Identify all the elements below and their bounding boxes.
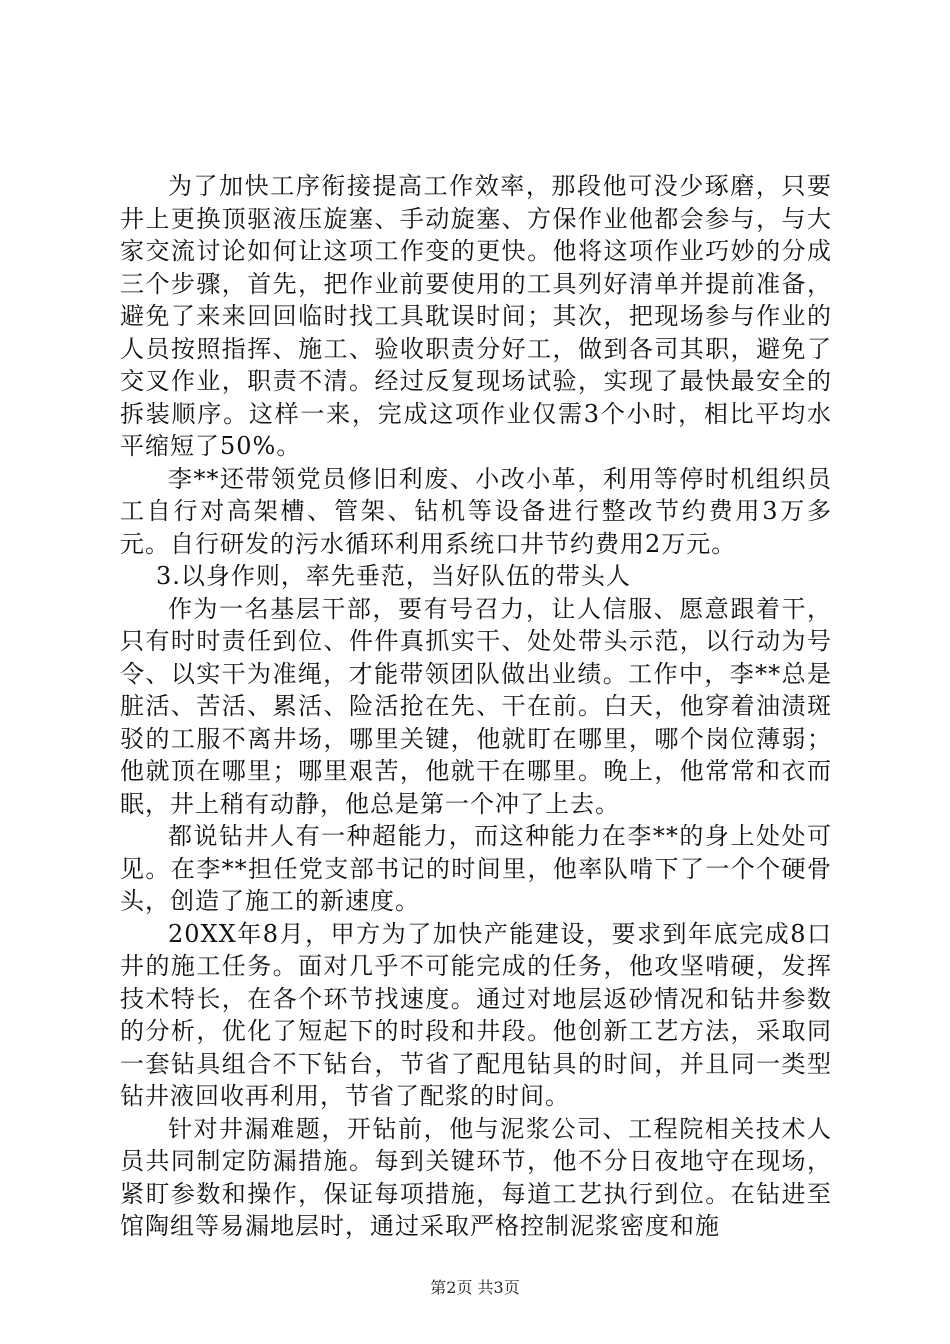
paragraph-process-efficiency: 为了加快工序衔接提高工作效率，那段他可没少琢磨，只要井上更换顶驱液压旋塞、手动旋塞、方保作业他都会参与，与大家交流讨论如何让这项工作变的更快。他将这项作业巧妙的分成三个步骤，首先，把作业前要使用的工具列好清单并提前准备，避免了来来回回临时找工具耽误时间；其次，把现场参与作业的人员按照指挥、施工、验收职责分好工，做到各司其职，避免了交叉作业，职责不清。经过反复现场试验，实现了最快最安全的拆装顺序。这样一来，完成这项作业仅需3个小时，相比平均水平缩短了50%。 — [120, 172, 832, 460]
document-body — [120, 170, 832, 1243]
paragraph-production-task: 20XX年8月，甲方为了加快产能建设，要求到年底完成8口井的施工任务。面对几乎不可能完成的任务，他攻坚啃硬，发挥技术特长，在各个环节找速度。通过对地层返砂情况和钻井参数的分析，优化了短起下的时段和井段。他创新工艺方法，采取同一套钻具组合不下钻台，节省了配甩钻具的时间，并且同一类型钻井液回收再利用，节省了配浆的时间。 — [120, 919, 832, 1110]
paragraph-lost-circulation: 针对井漏难题，开钻前，他与泥浆公司、工程院相关技术人员共同制定防漏措施。每到关键环节，他不分日夜地守在现场，紧盯参数和操作，保证每项措施，每道工艺执行到位。在钻进至馆陶组等易漏地层时，通过采取严格控制泥浆密度和施 — [120, 1114, 832, 1240]
paragraph-equipment-savings: 李**还带领党员修旧利废、小改小革，利用等停时机组织员工自行对高架槽、管架、钻机等设备进行整改节约费用3万多元。自行研发的污水循环利用系统口井节约费用2万元。 — [120, 464, 832, 558]
page-number-footer: 第2页 共3页 — [430, 1278, 520, 1297]
paragraph-grassroots-leader: 作为一名基层干部，要有号召力，让人信服、愿意跟着干，只有时时责任到位、件件真抓实干、处处带头示范，以行动为号令、以实干为准绳，才能带领团队做出业绩。工作中，李**总是脏活、苦活、累活、险活抢在先、干在前。白天，他穿着油渍斑驳的工服不离井场，哪里关键，他就盯在哪里，哪个岗位薄弱；他就顶在哪里；哪里艰苦，他就干在哪里。晚上，他常常和衣而眠，井上稍有动静，他总是第一个冲了上去。 — [120, 594, 832, 818]
paragraph-super-ability: 都说钻井人有一种超能力，而这种能力在李**的身上处处可见。在李**担任党支部书记的时间里，他率队啃下了一个个硬骨头，创造了施工的新速度。 — [120, 822, 832, 915]
section-heading-lead-by-example: 3.以身作则，率先垂范，当好队伍的带头人 — [156, 562, 631, 590]
